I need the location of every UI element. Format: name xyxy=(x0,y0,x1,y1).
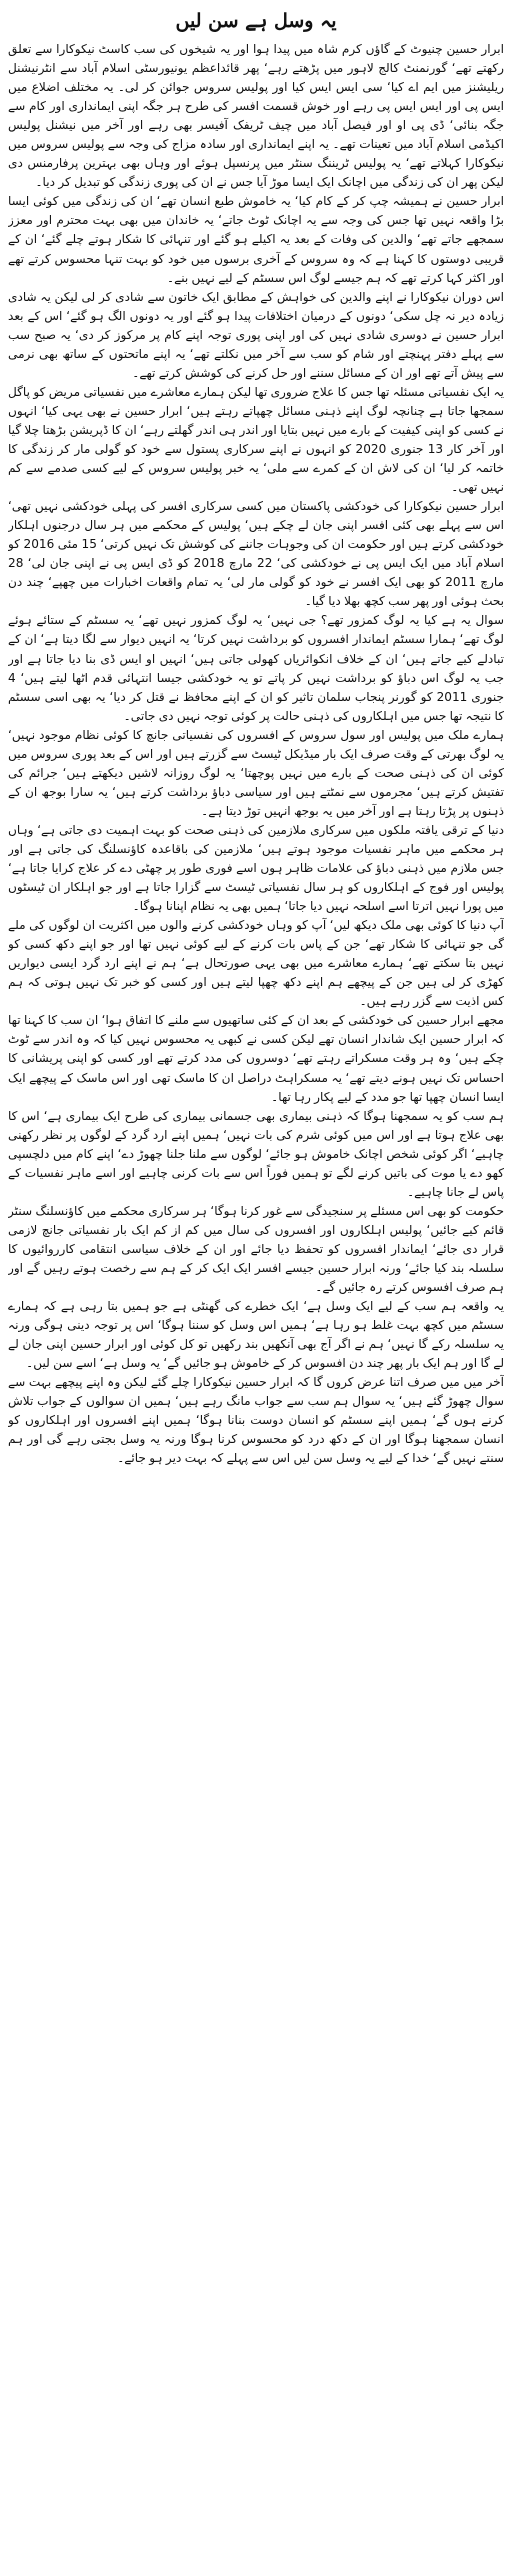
paragraph-11: ہم سب کو یہ سمجھنا ہوگا کہ ذہنی بیماری بھی جسمانی بیماری کی طرح ایک بیماری ہے‘ اس کا بھی علاج ہوتا ہے اور اس میں کوئی شرم کی بات نہیں‘ ہمیں اپنے ارد گرد کے لوگوں پر نظر رکھنی چاہیے‘ اگر کوئی شخص اچانک خاموش ہو جائے‘ لوگوں سے ملنا جلنا چھوڑ دے‘ اپنے کام میں دلچسپی کھو دے یا موت کی باتیں کرنے لگے تو ہمیں فوراً اس سے بات کرنی چاہیے اور اسے ماہر نفسیات کے پاس لے جانا چاہیے۔ xyxy=(8,1108,504,1199)
paragraph-8: دنیا کے ترقی یافتہ ملکوں میں سرکاری ملازمین کی ذہنی صحت کو بہت اہمیت دی جاتی ہے‘ وہاں ہر محکمے میں ماہر نفسیات موجود ہوتے ہیں‘ ملازمین کی باقاعدہ کاؤنسلنگ کی جاتی ہے اور جس ملازم میں ذہنی دباؤ کی علامات ظاہر ہوں اسے فوری طور پر چھٹی دے کر علاج کرایا جاتا ہے‘ پولیس اور فوج کے اہلکاروں کو ہر سال نفسیاتی ٹیسٹ سے گزارا جاتا ہے اور جو اہلکار ان ٹیسٹوں میں پورا نہیں اترتا اسے اسلحہ نہیں دیا جاتا‘ ہمیں بھی یہ نظام اپنانا ہوگا۔ xyxy=(8,822,504,914)
paragraph-7: ہمارے ملک میں پولیس اور سول سروس کے افسروں کی نفسیاتی جانچ کا کوئی نظام موجود نہیں‘ یہ لوگ بھرتی کے وقت صرف ایک بار میڈیکل ٹیسٹ سے گزرتے ہیں اور اس کے بعد پوری سروس میں کوئی ان کی ذہنی صحت کے بارے میں نہیں پوچھتا‘ یہ لوگ روزانہ لاشیں دیکھتے ہیں‘ جرائم کی تفتیش کرتے ہیں‘ مجرموں سے نمٹتے ہیں اور سیاسی دباؤ برداشت کرتے ہیں‘ یہ سارا بوجھ ان کے ذہنوں پر پڑتا رہتا ہے اور آخر میں یہ بوجھ انہیں توڑ دیتا ہے۔ xyxy=(8,727,504,818)
paragraph-13: یہ واقعہ ہم سب کے لیے ایک وسل ہے‘ ایک خطرے کی گھنٹی ہے جو ہمیں بتا رہی ہے کہ ہمارے سسٹم میں کچھ بہت غلط ہو رہا ہے‘ ہمیں اس وسل کو سننا ہوگا‘ اس پر توجہ دینی ہوگی ورنہ یہ سلسلہ رکے گا نہیں‘ ہم نے اگر آج بھی آنکھیں بند رکھیں تو کل کوئی اور ابرار حسین اپنی جان لے لے گا اور ہم ایک بار پھر چند دن افسوس کر کے خاموش ہو جائیں گے‘ یہ وسل ہے‘ اسے سن لیں۔ xyxy=(8,1299,504,1371)
article-body xyxy=(8,40,504,1469)
column-title: یہ وسل ہے سن لیں xyxy=(175,10,337,32)
paragraph-9: آپ دنیا کا کوئی بھی ملک دیکھ لیں‘ آپ کو وہاں خودکشی کرنے والوں میں اکثریت ان لوگوں کی ملے گی جو تنہائی کا شکار تھے‘ جن کے پاس بات کرنے کے لیے کوئی نہیں تھا اور جو اپنے دکھ کسی کو نہیں بتا سکتے تھے‘ ہمارے معاشرے میں بھی یہی صورتحال ہے‘ ہم نے اپنے ارد گرد ایسی دیواریں کھڑی کر لی ہیں جن کے پیچھے ہم اپنے دکھ چھپا لیتے ہیں اور کسی کو خبر تک نہیں ہوتی کہ ہم کس اذیت سے گزر رہے ہیں۔ xyxy=(8,918,504,1009)
paragraph-14: آخر میں میں صرف اتنا عرض کروں گا کہ ابرار حسین نیکوکارا چلے گئے لیکن وہ اپنے پیچھے بہت سے سوال چھوڑ گئے ہیں‘ یہ سوال ہم سب سے جواب مانگ رہے ہیں‘ ہمیں ان سوالوں کے جواب تلاش کرنے ہوں گے‘ ہمیں اپنے سسٹم کو انسان دوست بنانا ہوگا‘ ہمیں اپنے افسروں اور اہلکاروں کو انسان سمجھنا ہوگا اور ان کے دکھ درد کو محسوس کرنا ہوگا ورنہ یہ وسل بجتی رہے گی اور ہم سنتے نہیں گے‘ خدا کے لیے یہ وسل سن لیں اس سے پہلے کہ بہت دیر ہو جائے۔ xyxy=(8,1375,504,1466)
paragraph-1: ابرار حسین چنیوٹ کے گاؤں کرم شاہ میں پیدا ہوا اور یہ شیخوں کی سب کاسٹ نیکوکارا سے تعلق رکھتے تھے‘ گورنمنٹ کالج لاہور میں پڑھتے رہے‘ پھر قائداعظم یونیورسٹی اسلام آباد سے انٹرنیشنل ریلیشنز میں ایم اے کیا‘ سی ایس ایس کیا اور پولیس سروس جوائن کر لی۔ یہ مختلف اضلاع میں ایس پی اور ایس ایس پی رہے اور خوش قسمت افسر کی طرح ہر جگہ اپنی ایمانداری اور کام سے جگہ بنائی‘ ڈی پی او اور فیصل آباد میں چیف ٹریفک آفیسر بھی رہے اور آخر میں نیشنل پولیس اکیڈمی اسلام آباد میں تعینات تھے۔ یہ اپنے ایمانداری اور سادہ مزاج کی وجہ سے پولیس سروس میں نیکوکارا کہلاتے تھے‘ یہ پولیس ٹریننگ سنٹر میں پرنسپل ہوئے اور وہاں بھی بہترین پرفارمنس دی لیکن پھر ان کی زندگی میں اچانک ایک ایسا موڑ آیا جس نے ان کی پوری زندگی کو تبدیل کر دیا۔ xyxy=(8,42,504,190)
paragraph-5: ابرار حسین نیکوکارا کی خودکشی پاکستان میں کسی سرکاری افسر کی پہلی خودکشی نہیں تھی‘ اس سے پہلے بھی کئی افسر اپنی جان لے چکے ہیں‘ پولیس کے محکمے میں ہر سال درجنوں اہلکار خودکشی کرتے ہیں اور حکومت ان کی وجوہات جاننے کی کوشش تک نہیں کرتی‘ 15 مئی 2016 کو اسلام آباد میں ایک ایس پی نے خودکشی کی‘ 22 مارچ 2018 کو ڈی ایس پی نے اپنی جان لی‘ 28 مارچ 2011 کو بھی ایک افسر نے خود کو گولی مار لی‘ یہ تمام واقعات اخبارات میں چھپے‘ چند دن بحث ہوئی اور پھر سب کچھ بھلا دیا گیا۔ xyxy=(8,499,504,609)
paragraph-10: مجھے ابرار حسین کی خودکشی کے بعد ان کے کئی ساتھیوں سے ملنے کا اتفاق ہوا‘ ان سب کا کہنا تھا کہ ابرار حسین ایک شاندار انسان تھے لیکن کسی نے کبھی یہ محسوس نہیں کیا کہ وہ اندر سے ٹوٹ چکے ہیں‘ وہ ہر وقت مسکراتے رہتے تھے‘ دوسروں کی مدد کرتے تھے اور کسی کو اپنی پریشانی کا احساس تک نہیں ہونے دیتے تھے‘ یہ مسکراہٹ دراصل ان کا ماسک تھی اور اس ماسک کے پیچھے ایک ایسا انسان چھپا تھا جو مدد کے لیے پکار رہا تھا۔ xyxy=(8,1013,504,1104)
paragraph-3: اس دوران نیکوکارا نے اپنے والدین کی خواہش کے مطابق ایک خاتون سے شادی کر لی لیکن یہ شادی زیادہ دیر نہ چل سکی‘ دونوں کے درمیان اختلافات پیدا ہو گئے اور یہ دونوں الگ ہو گئے‘ اس کے بعد ابرار حسین نے دوسری شادی نہیں کی اور اپنی پوری توجہ اپنے کام پر مرکوز کر دی‘ یہ صبح سب سے پہلے دفتر پہنچتے اور شام کو سب سے آخر میں نکلتے تھے‘ یہ اپنے ماتحتوں کے ساتھ بھی نرمی سے پیش آتے تھے اور ان کے مسائل سننے اور حل کرنے کی کوشش کرتے تھے۔ xyxy=(8,289,504,380)
paragraph-2: ابرار حسین نے ہمیشہ چپ کر کے کام کیا‘ یہ خاموش طبع انسان تھے‘ ان کی زندگی میں کوئی ایسا بڑا واقعہ نہیں تھا جس کی وجہ سے یہ اچانک ٹوٹ جاتے‘ یہ خاندان میں بھی بہت محترم اور معزز سمجھے جاتے تھے‘ والدین کی وفات کے بعد یہ اکیلے ہو گئے اور تنہائی کا شکار ہوتے چلے گئے‘ ان کے قریبی دوستوں کا کہنا ہے کہ وہ سروس کے آخری برسوں میں خود کو بہت تنہا محسوس کرتے تھے اور اکثر کہا کرتے تھے کہ ہم جیسے لوگ اس سسٹم کے لیے نہیں بنے۔ xyxy=(8,194,504,285)
paragraph-6: سوال یہ ہے کیا یہ لوگ کمزور تھے؟ جی نہیں‘ یہ لوگ کمزور نہیں تھے‘ یہ سسٹم کے ستائے ہوئے لوگ تھے‘ ہمارا سسٹم ایماندار افسروں کو برداشت نہیں کرتا‘ یہ انہیں دیوار سے لگا دیتا ہے‘ ان کے تبادلے کیے جاتے ہیں‘ ان کے خلاف انکوائریاں کھولی جاتی ہیں‘ انہیں او ایس ڈی بنا دیا جاتا ہے اور جب یہ لوگ اس دباؤ کو برداشت نہیں کر پاتے تو یہ خودکشی جیسا انتہائی قدم اٹھا لیتے ہیں‘ 4 جنوری 2011 کو گورنر پنجاب سلمان تاثیر کو ان کے اپنے محافظ نے قتل کر دیا‘ یہ بھی اسی سسٹم کا نتیجہ تھا جس میں اہلکاروں کی ذہنی حالت پر کوئی توجہ نہیں دی جاتی۔ xyxy=(8,613,504,723)
paragraph-4: یہ ایک نفسیاتی مسئلہ تھا جس کا علاج ضروری تھا لیکن ہمارے معاشرے میں نفسیاتی مریض کو پاگل سمجھا جاتا ہے چنانچہ لوگ اپنے ذہنی مسائل چھپاتے رہتے ہیں‘ ابرار حسین نے بھی یہی کیا‘ انہوں نے کسی کو اپنی کیفیت کے بارے میں نہیں بتایا اور اندر ہی اندر گھلتے رہے‘ ان کا ڈپریشن بڑھتا چلا گیا اور آخر کار 13 جنوری 2020 کو انہوں نے اپنے سرکاری پستول سے خود کو گولی مار کر زندگی کا خاتمہ کر لیا‘ ان کی لاش ان کے کمرے سے ملی‘ یہ خبر پولیس سروس کے لیے کسی صدمے سے کم نہیں تھی۔ xyxy=(8,384,504,495)
paragraph-12: حکومت کو بھی اس مسئلے پر سنجیدگی سے غور کرنا ہوگا‘ ہر سرکاری محکمے میں کاؤنسلنگ سنٹر قائم کیے جائیں‘ پولیس اہلکاروں اور افسروں کی سال میں کم از کم ایک بار نفسیاتی جانچ لازمی قرار دی جائے‘ ایماندار افسروں کو تحفظ دیا جائے اور ان کے خلاف سیاسی انتقامی کارروائیوں کا سلسلہ بند کیا جائے‘ ورنہ ابرار حسین جیسے افسر ایک ایک کر کے ہم سے رخصت ہوتے رہیں گے اور ہم صرف افسوس کرتے رہ جائیں گے۔ xyxy=(8,1203,504,1295)
